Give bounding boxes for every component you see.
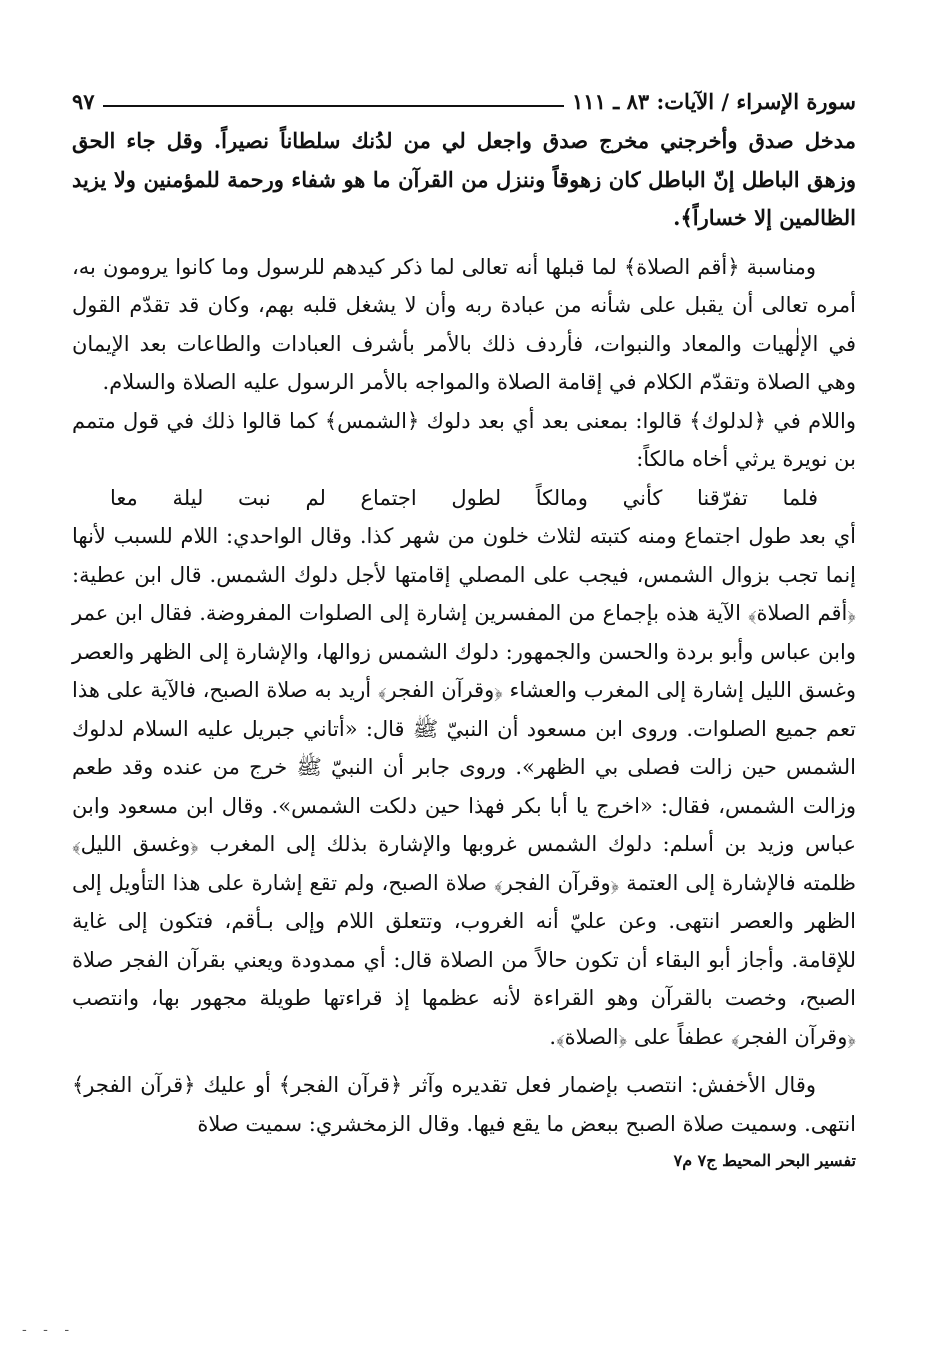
verse-word: كأني	[622, 485, 663, 510]
verse-word: لم	[305, 485, 326, 510]
verse-word: اجتماع	[360, 485, 417, 510]
quran-verse-paragraph: مدخل صدق وأخرجني مخرج صدق واجعل لي من لدُنك سلطاناً نصيراً. وقل جاء الحق وزهق الباطل إنّ الباطل كان زهوقاً وننزل من القرآن ما هو شفاء ورحمة للمؤمنين ولا يزيد الظالمين إلا خساراً﴾.	[72, 128, 856, 230]
verse-word: تفرّقنا	[696, 485, 748, 510]
verse-word: لطول	[451, 485, 502, 510]
verse-word: ومالكاً	[535, 485, 588, 510]
poetry-verse	[72, 479, 856, 518]
page-number: ٩٧	[72, 89, 95, 114]
verse-word: نبت	[238, 485, 271, 510]
paragraph-lam-meaning: واللام في ﴿لدلوك﴾ قالوا: بمعنى بعد أي بعد دلوك ﴿الشمس﴾ كما قالوا ذلك في قول متمم بن نويرة يرثي أخاه مالكاً:	[72, 408, 856, 471]
paragraph-relation: ومناسبة ﴿أقم الصلاة﴾ لما قبلها أنه تعالى لما ذكر كيدهم للرسول وما كانوا يرومون به، أمره تعالى أن يقبل على شأنه من عبادة ربه وأن لا يشغل قلبه بهم، وكان قد تقدّم القول في الإلٰهيات والمعاد والنبوات، فأردف ذلك بالأمر بأشرف العبادات والطاعات بعد الإيمان وهي الصلاة وتقدّم الكلام في إقامة الصلاة والمواجه بالأمر الرسول عليه الصلاة والسلام.	[72, 254, 856, 394]
page-header	[72, 80, 856, 114]
header-rule	[103, 105, 564, 107]
page-footer: تفسير البحر المحيط ج٧ م٧	[673, 1151, 856, 1170]
running-title: سورة الإسراء / الآيات: ٨٣ ـ ١١١	[572, 89, 856, 114]
paragraph-akhfash: وقال الأخفش: انتصب بإضمار فعل تقديره وآثر ﴿قرآن الفجر﴾ أو عليك ﴿قرآن الفجر﴾ انتهى. وسميت صلاة الصبح ببعض ما يقع فيها. وقال الزمخشري: سميت صلاة	[72, 1073, 856, 1136]
verse-word: معا	[110, 485, 138, 510]
body-text	[72, 122, 856, 1143]
paragraph-commentary: أي بعد طول اجتماع ومنه كتبته لثلاث خلون من شهر كذا. وقال الواحدي: اللام للسبب لأنها إنما تجب بزوال الشمس، فيجب على المصلي إقامتها لأجل دلوك الشمس. قال ابن عطية: ﴿أقم الصلاة﴾ الآية هذه بإجماع من المفسرين إشارة إلى الصلوات المفروضة. فقال ابن عمر وابن عباس وأبو بردة والحسن والجمهور: دلوك الشمس زوالها، والإشارة إلى الظهر والعصر وغسق الليل إشارة إلى المغرب والعشاء ﴿وقرآن الفجر﴾ أريد به صلاة الصبح، فالآية على هذا تعم جميع الصلوات. وروى ابن مسعود أن النبيّ ﷺ قال: «أتاني جبريل عليه السلام لدلوك الشمس حين زالت فصلى بي الظهر». وروى جابر أن النبيّ ﷺ خرج من عنده وقد طعم وزالت الشمس، فقال: «اخرج يا أبا بكر فهذا حين دلكت الشمس». وقال ابن مسعود وابن عباس وزيد بن أسلم: دلوك الشمس غروبها والإشارة بذلك إلى المغرب ﴿وغسق الليل﴾ ظلمته فالإشارة إلى العتمة ﴿وقرآن الفجر﴾ صلاة الصبح، ولم تقع إشارة على هذا التأويل إلى الظهر والعصر انتهى. وعن عليّ أنه الغروب، وتتعلق اللام وإلى بـأقم، فتكون إلى غاية للإقامة. وأجاز أبو البقاء أن تكون حالاً من الصلاة قال: أي ممدودة ويعني بقرآن الفجر صلاة الصبح، وخصت بالقرآن وهو القراءة لأنه عظمها إذ قراءتها طويلة مجهور بها، وانتصب ﴿وقرآن الفجر﴾ عطفاً على ﴿الصلاة﴾.	[72, 524, 856, 1049]
verse-word: فلما	[782, 485, 818, 510]
verse-word: ليلة	[172, 485, 204, 510]
corner-dots: - - -	[22, 1322, 76, 1338]
document-page	[72, 80, 856, 1330]
